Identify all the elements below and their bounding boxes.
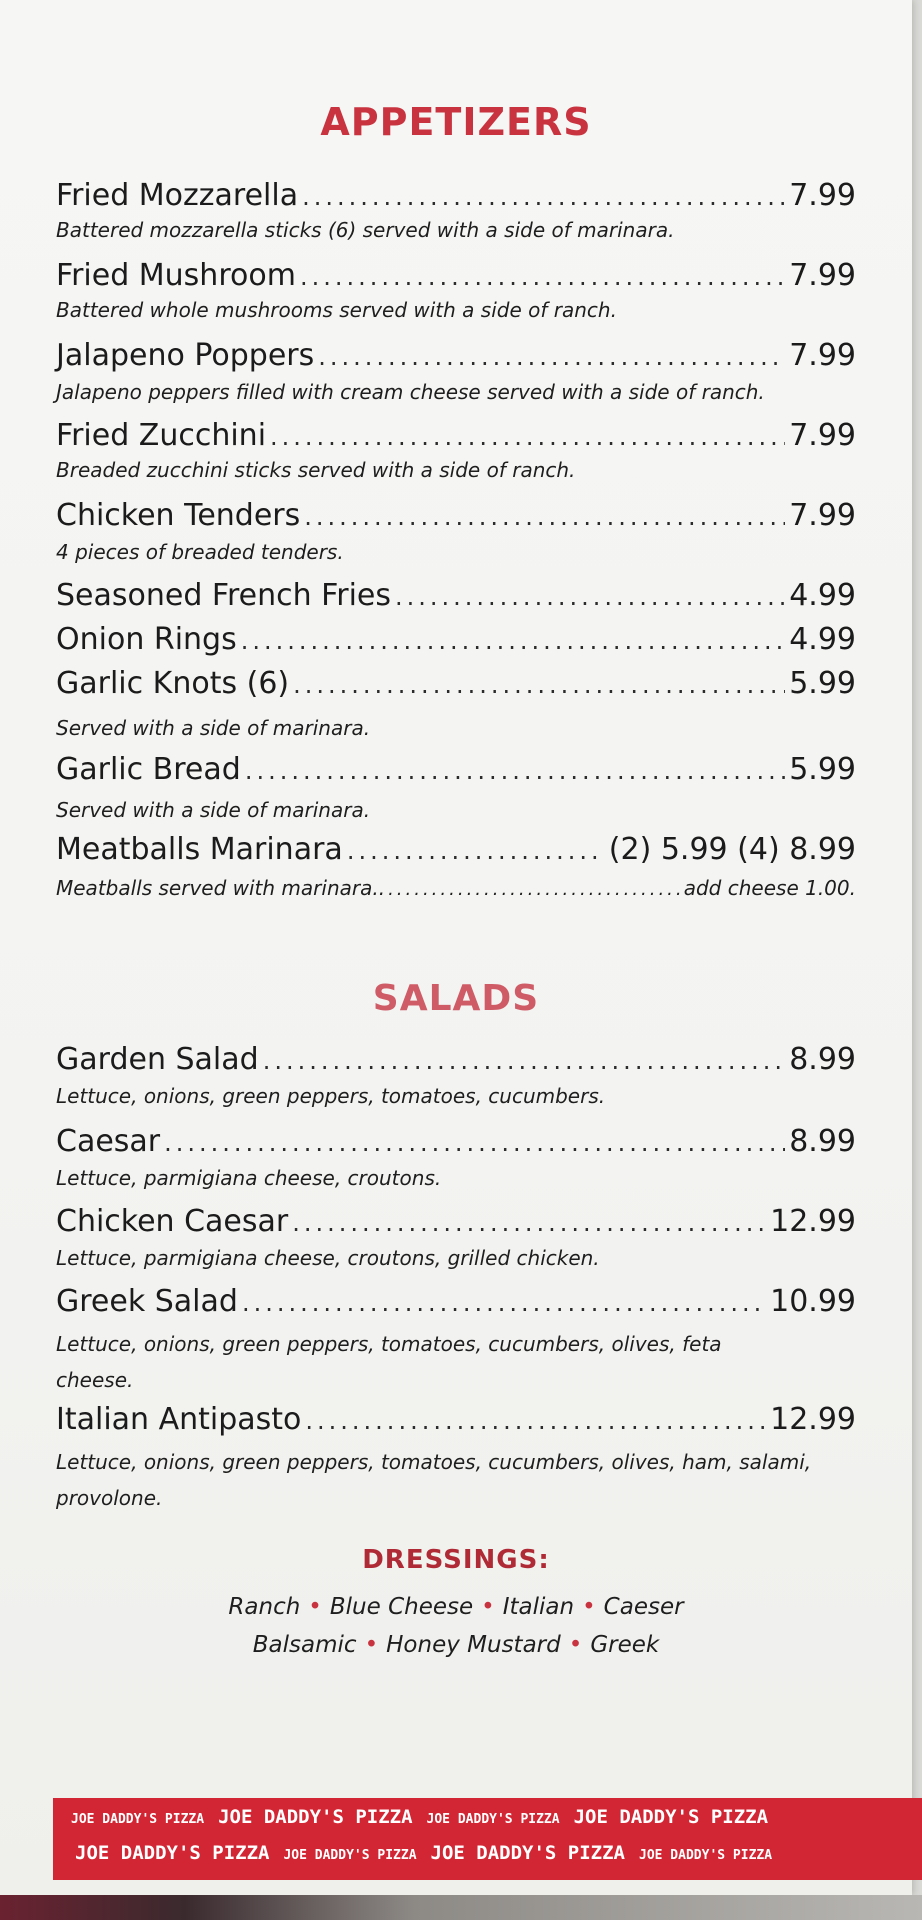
menu-item (56, 832, 856, 867)
menu-item (56, 622, 856, 657)
item-price: 4.99 (789, 578, 856, 613)
dressing-item: Italian (502, 1594, 575, 1620)
appetizers-title: APPETIZERS (320, 100, 592, 144)
item-price: 7.99 (789, 258, 856, 293)
item-name: Meatballs Marinara (56, 832, 343, 867)
item-price: 7.99 (789, 178, 856, 213)
item-price: 8.99 (789, 1042, 856, 1077)
dressings-line-2 (0, 1632, 912, 1658)
item-price: 7.99 (789, 418, 856, 453)
dressing-item: Balsamic (252, 1632, 357, 1658)
item-name: Fried Zucchini (56, 418, 267, 453)
item-price: 12.99 (770, 1204, 856, 1239)
dressing-item: Honey Mustard (386, 1632, 561, 1658)
brand-banner (53, 1798, 922, 1880)
dressing-separator: • (364, 1632, 379, 1658)
banner-row-1 (71, 1806, 782, 1828)
item-name: Italian Antipasto (56, 1402, 302, 1437)
banner-brand: JOE DADDY'S PIZZA (283, 1848, 417, 1863)
item-name: Garden Salad (56, 1042, 259, 1077)
leader-dots (270, 423, 785, 451)
item-description: Jalapeno peppers filled with cream cheese served with a side of ranch. (56, 380, 765, 404)
item-description: Battered mozzarella sticks (6) served with a side of marinara. (56, 218, 675, 242)
item-description-text: Meatballs served with marinara.. (56, 876, 386, 900)
item-name: Chicken Caesar (56, 1204, 289, 1239)
leader-dots (305, 1407, 766, 1435)
salads-title: SALADS (372, 978, 540, 1019)
item-description: Lettuce, parmigiana cheese, croutons, grilled chicken. (56, 1246, 600, 1270)
leader-dots (292, 1209, 766, 1237)
item-name: Greek Salad (56, 1284, 238, 1319)
menu-item (56, 1204, 856, 1239)
dressings-line-1 (0, 1594, 912, 1620)
banner-brand: JOE DADDY'S PIZZA (573, 1806, 769, 1828)
banner-brand: JOE DADDY'S PIZZA (71, 1812, 205, 1827)
item-name: Fried Mushroom (56, 258, 296, 293)
leader-dots (242, 1289, 766, 1317)
item-description: Lettuce, onions, green peppers, tomatoes, cucumbers. (56, 1084, 606, 1108)
item-description: Battered whole mushrooms served with a side of ranch. (56, 298, 617, 322)
menu-item (56, 578, 856, 613)
item-addon: add cheese 1.00. (683, 876, 856, 900)
item-name: Onion Rings (56, 622, 237, 657)
item-name: Jalapeno Poppers (56, 338, 315, 373)
dressings-title: DRESSINGS: (362, 1545, 550, 1575)
menu-item (56, 1124, 856, 1159)
menu-item (56, 1042, 856, 1077)
dressing-item: Greek (590, 1632, 660, 1658)
leader-dots (245, 757, 785, 785)
banner-brand: JOE DADDY'S PIZZA (218, 1806, 413, 1828)
item-price: 12.99 (770, 1402, 856, 1437)
banner-brand: JOE DADDY'S PIZZA (75, 1842, 270, 1864)
item-description: Served with a side of marinara. (56, 798, 371, 822)
leader-dots (293, 671, 785, 699)
table-edge (0, 1895, 922, 1920)
leader-dots (241, 627, 785, 655)
dressing-separator: • (568, 1632, 583, 1658)
item-name: Caesar (56, 1124, 161, 1159)
leader-dots (164, 1129, 785, 1157)
item-name: Garlic Knots (6) (56, 666, 290, 701)
dressing-item: Ranch (228, 1594, 301, 1620)
leader-dots (263, 1047, 786, 1075)
item-description: Lettuce, onions, green peppers, tomatoes, cucumbers, olives, feta cheese. (56, 1332, 722, 1392)
leader-dots (302, 183, 785, 211)
menu-item (56, 498, 856, 533)
dressing-item: Caeser (603, 1594, 684, 1620)
item-name: Chicken Tenders (56, 498, 301, 533)
item-price: (2) 5.99 (4) 8.99 (608, 832, 856, 867)
banner-brand: JOE DADDY'S PIZZA (426, 1812, 560, 1827)
item-price: 5.99 (789, 666, 856, 701)
menu-item (56, 258, 856, 293)
item-price: 8.99 (789, 1124, 856, 1159)
menu-item (56, 666, 856, 701)
dressing-separator: • (481, 1594, 495, 1620)
dressing-item: Blue Cheese (329, 1594, 474, 1620)
item-description: 4 pieces of breaded tenders. (56, 540, 344, 564)
menu-item (56, 1284, 856, 1319)
item-price: 5.99 (789, 752, 856, 787)
item-name: Seasoned French Fries (56, 578, 392, 613)
menu-item (56, 1402, 856, 1437)
dressing-separator: • (582, 1594, 596, 1620)
item-description (56, 876, 856, 900)
banner-brand: JOE DADDY'S PIZZA (639, 1848, 773, 1863)
banner-row-2 (75, 1842, 786, 1864)
leader-dots (388, 879, 681, 900)
leader-dots (300, 263, 785, 291)
leader-dots (347, 837, 605, 865)
dressing-separator: • (308, 1594, 322, 1620)
leader-dots (304, 503, 785, 531)
menu-item (56, 752, 856, 787)
item-name: Fried Mozzarella (56, 178, 299, 213)
menu-item (56, 178, 856, 213)
menu-item (56, 338, 856, 373)
item-price: 7.99 (789, 498, 856, 533)
menu-item (56, 418, 856, 453)
item-price: 4.99 (789, 622, 856, 657)
item-description: Lettuce, onions, green peppers, tomatoes, cucumbers, olives, ham, salami, provolone. (56, 1450, 812, 1510)
item-description: Served with a side of marinara. (56, 716, 371, 740)
item-description: Lettuce, parmigiana cheese, croutons. (56, 1166, 442, 1190)
item-price: 10.99 (770, 1284, 856, 1319)
banner-brand: JOE DADDY'S PIZZA (430, 1842, 625, 1864)
item-price: 7.99 (789, 338, 856, 373)
item-description: Breaded zucchini sticks served with a side of ranch. (56, 458, 576, 482)
leader-dots (395, 583, 785, 611)
leader-dots (318, 343, 785, 371)
item-name: Garlic Bread (56, 752, 241, 787)
